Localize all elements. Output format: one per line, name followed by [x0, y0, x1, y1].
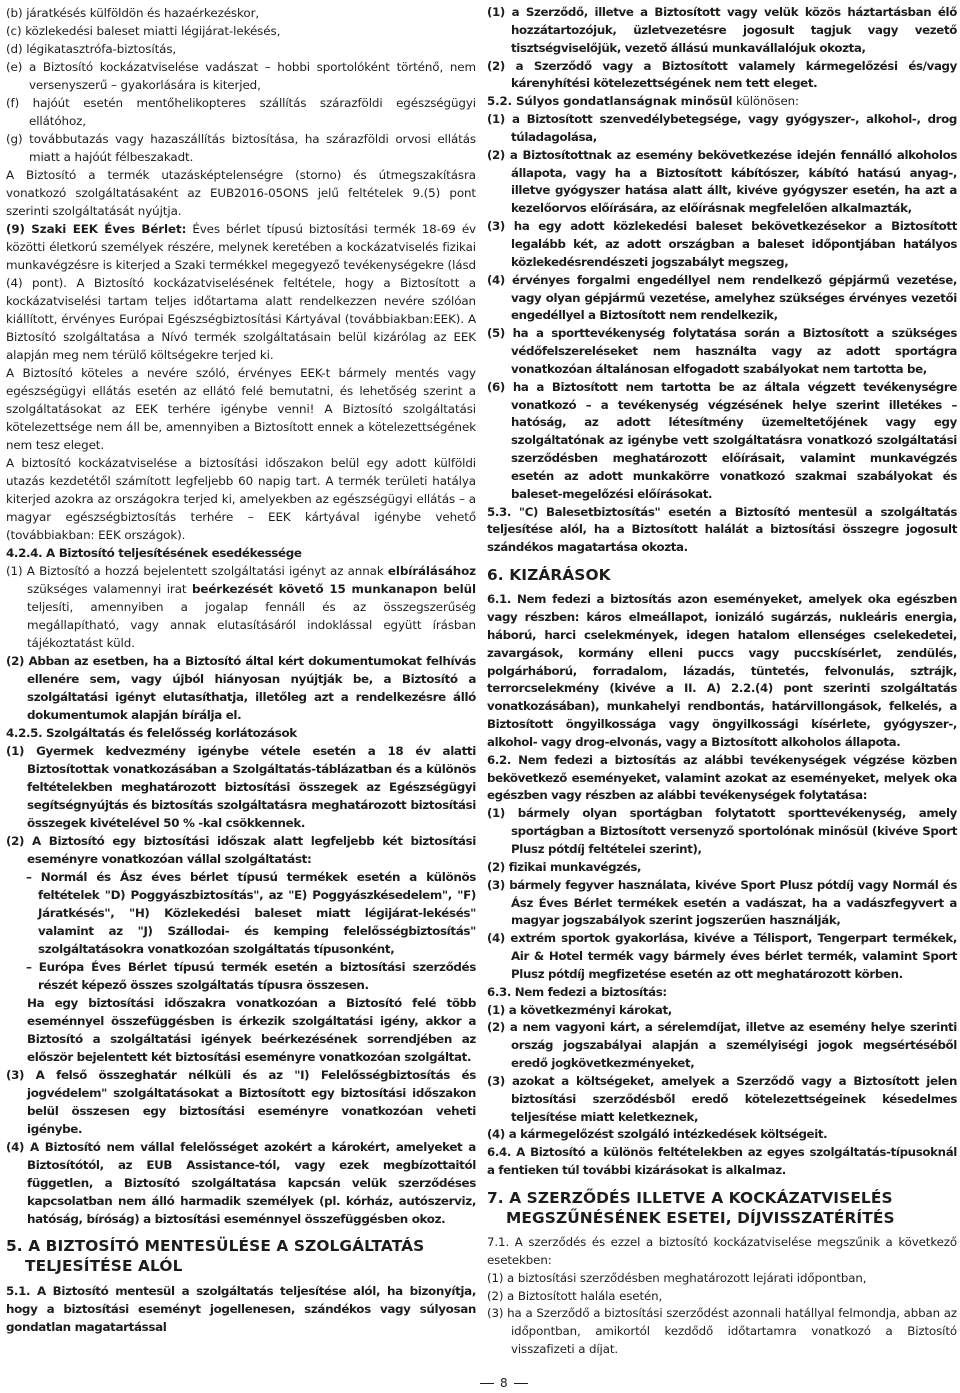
paragraph-5-1: 5.1. A Biztosító mentesül a szolgáltatás teljesítése alól, ha bizonyítja, hogy a biztosítási eseményt jogellenesen, szándékos vagy súlyosan gondatlan magatartással: [6, 1284, 476, 1334]
list-item-d: (d) légikatasztrófa-biztosítás,: [6, 42, 177, 56]
paragraph-6-3-4: (4) a kármegelőzést szolgáló intézkedések költségeit.: [487, 1127, 828, 1142]
p424-1-c: szükséges valamennyi irat: [27, 582, 192, 596]
paragraph-6-2-3: (3) bármely fegyver használata, kivéve Sport Plusz pótdíj vagy Normál és Ász Éves Bérlet termékek esetén a vadászat, ha a vadászfegyvert a magyar jogszabályok szerint jogszerűen használják,: [487, 877, 957, 928]
szaki-eek-label: (9) Szaki EEK Éves Bérlet:: [6, 222, 187, 236]
szaki-eek-text: Éves bérlet típusú biztosítási termék 18-69 év közötti életkorú személyek részére, melynek keretében a kockázatviselés fizikai munkavégzésre is kiterjed a Szaki termékkel megegyező tevékenységekre (lásd (4) pont). A Biztosító kockázatviselésének feltétele, hogy a Biztosított a kockázatviselési tartam teljes időtartama alatt rendelkezzen nevére szólóan kiállított, érvényes Európai Egészségbiztosítási Kártyával (továbbiakban:EEK). A Biztosító szolgáltatása a Nívó termék szolgáltatásain belül kizárólag az EEK alapján meg nem térülő költségekre terjed ki.: [6, 222, 476, 362]
paragraph-r2: (2) a Szerződő vagy a Biztosított valamely kármegelőzési és/vagy kárenyhítési kötelezettségének nem tett eleget.: [487, 58, 957, 91]
paragraph-5-2-2: (2) a Biztosítottnak az esemény bekövetkezése idején fennálló alkoholos állapota, vagy ha a Biztosított kábítószer, kábító hatású anyag-, illetve gyógyszer hatása alatt állt, kivéve gyógyszer esetén, ha azt a kezelőorvos előírására, az előírásnak megfelelően alkalmazták,: [487, 147, 957, 216]
p424-1-a: (1) A Biztosító a hozzá bejelentett szolgáltatási igényt az annak: [6, 564, 388, 578]
paragraph-6-3-1: (1) a következményi károkat,: [487, 1002, 672, 1017]
section-heading-425: 4.2.5. Szolgáltatás és felelősség korlátozások: [6, 726, 297, 740]
paragraph-7-1-2: (2) a Biztosított halála esetén,: [487, 1288, 663, 1303]
paragraph-7-1-1: (1) a biztosítási szerződésben meghatározott lejárati időpontban,: [487, 1270, 867, 1285]
p424-1-b: elbírálásához: [387, 564, 476, 578]
paragraph-szaki-eek: [6, 220, 476, 364]
paragraph-6-2-4: (4) extrém sportok gyakorlása, kivéve a Télisport, Tengerpart termékek, Air & Hotel termék vagy bármely éves bérlet termék, valamint Sport Plusz pótdíj megfizetése esetén az ott meghatározott körben.: [487, 931, 957, 981]
paragraph-424-2: (2) Abban az esetben, ha a Biztosító által kért dokumentumokat felhívás ellenére sem, vagy újból hiányosan nyújtják be, a Biztosító a szolgáltatási igényt elutasíthatja, illetőleg azt a rendelkezésre álló dokumentumok alapján bírálja el.: [6, 654, 476, 722]
paragraph-425-3: (3) A felső összeghatár nélküli és az "I) Felelősségbiztosítás és jogvédelem" szolgáltatásokat a Biztosított egy biztosítási időszakon belül összesen egy biztosítási eseményre vonatkozóan veheti igénybe.: [6, 1068, 476, 1136]
list-item-f: (f) hajóút esetén mentőhelikopteres szállítás szárazföldi egészségügyi ellátóhoz,: [6, 96, 476, 128]
paragraph-6-1: 6.1. Nem fedezi a biztosítás azon eseményeket, amelyek oka egészben vagy részben: káros elmeállapot, ionizáló sugárzás, nukleáris energia, háború, harci cselekmények, idegen hatalom ellenséges cselekedetei, zavargások, kormány elleni puccs vagy puccskísérlet, zendülés, polgárháború, forradalom, lázadás, tüntetés, felvonulás, sztrájk, terrorcselekmény (kivéve a II. A) 2.2.(4) pont szerinti szolgáltatás vonatkozásában), munkahelyi rendbontás, határvillongások, felkelés, a Biztosított öngyilkossága vagy öngyilkossági kísérlete, gyógyszer-, alkohol- vagy drog-elvonás, vagy a Biztosított alkoholos állapota.: [487, 592, 957, 749]
list-item-g: (g) továbbutazás vagy hazaszállítás biztosítása, ha szárazföldi orvosi ellátás miatt a hajóút félbeszakadt.: [6, 132, 476, 164]
list-item-e: (e) a Biztosító kockázatviselése vadászat – hobbi sportolóként történő, nem versenyszerű – gyakorlására is kiterjed,: [6, 60, 476, 92]
paragraph-6-2-1: (1) bármely olyan sportágban folytatott sporttevékenység, amely sportágban a Biztosított versenyző sportolónak minősül (kivéve Sport Plusz pótdíj feltételei szerint),: [487, 806, 957, 856]
paragraph-7-1: 7.1. A szerződés és ezzel a biztosító kockázatviselése megszűnik a következő esetekben:: [487, 1235, 957, 1267]
paragraph-425-1: (1) Gyermek kedvezmény igénybe vétele esetén a 18 év alatti Biztosítottak vonatkozásában a Szolgáltatás-táblázatban és a különös feltételekben meghatározott biztosítási összegek az Egészségügyi segítségnyújtás és biztosítás szolgáltatásra meghatározott biztosítási összegek kivételével 50 % -kal csökkennek.: [6, 744, 476, 830]
left-column: [6, 4, 476, 1336]
section-heading-6: 6. KIZÁRÁSOK: [487, 566, 611, 585]
paragraph-5-2-1: (1) a Biztosított szenvedélybetegsége, vagy gyógyszer-, alkohol-, drog túladagolása,: [487, 112, 957, 144]
paragraph-storno: A Biztosító a termék utazásképtelenségre (storno) és útmegszakításra vonatkozó szolgáltatásaként az EUB2016-05ONS jelű feltételek 9.(5) pont szerinti szolgáltatását nyújtja.: [6, 168, 476, 218]
list-item-c: (c) közlekedési baleset miatti légijárat-lekésés,: [6, 24, 281, 38]
paragraph-6-3: 6.3. Nem fedezi a biztosítás:: [487, 984, 667, 999]
dash-item-1: – Normál és Ász éves bérlet típusú termékek esetén a különös feltételek "D) Poggyászbiztosítás", az "E) Poggyászkésedelem", "F) Járatkésés", "H) Közlekedési baleset miatt légijárat-lekésés" valamint az "J) Szállodai- és kemping felelősségbiztosítás" szolgáltatásokra vonatkozóan szolgáltatás típusonként,: [26, 870, 476, 956]
paragraph-6-2-2: (2) fizikai munkavégzés,: [487, 859, 642, 874]
list-block: [6, 4, 476, 166]
list-item-b: (b) járatkésés külföldön és hazaérkezéskor,: [6, 6, 260, 20]
paragraph-territory: A biztosító kockázatviselése a biztosítási időszakon belül egy adott külföldi utazás kezdetétől számított legfeljebb 60 napig tart. A termék területi hatálya kiterjed azokra az országokra terjed ki, amelyekben az egészségügyi ellátás – a magyar egészségbiztosítás terhére – EEK kártyával igénybe vehető (továbbiakban: EEK országok).: [6, 456, 476, 542]
p424-1-d: beérkezését követő 15 munkanapon belül: [191, 582, 476, 596]
paragraph-425-2b: Ha egy biztosítási időszakra vonatkozóan a Biztosító felé több eseménnyel összefüggésben is érkezik szolgáltatási igény, akkor a Biztosító a szolgáltatási igények beérkezésének sorrendjében az először bejelentett két biztosítási eseményre vonatkozóan szolgáltat.: [27, 996, 476, 1064]
section-heading-5: 5. A BIZTOSÍTÓ MENTESÜLÉSE A SZOLGÁLTATÁS TELJESÍTÉSE ALÓL: [6, 1237, 425, 1275]
dash-item-2: – Európa Éves Bérlet típusú termék esetén a biztosítási szerződés részét képező összes szolgáltatás típusra összesen.: [26, 960, 476, 992]
paragraph-5-2-4: (4) érvényes forgalmi engedéllyel nem rendelkező gépjármű vezetése, vagy olyan gépjármű vezetése, amelyhez szükséges érvényes vezetői engedéllyel a Biztosított nem rendelkezik,: [487, 272, 957, 323]
paragraph-eek-obligation: A Biztosító köteles a nevére szóló, érvényes EEK-t bármely mentés vagy egészségügyi ellátás esetén az ellátó felé bemutatni, és lehetőség szerint a szolgáltatásokat az EEK terhére igénybe venni! A Biztosító szolgáltatási kötelezettsége nem áll be, amennyiben a Biztosított ennek a kötelezettségének nem tesz eleget.: [6, 366, 476, 452]
paragraph-425-2: (2) A Biztosító egy biztosítási időszak alatt legfeljebb két biztosítási eseményre vonatkozóan vállal szolgáltatást:: [6, 834, 476, 866]
paragraph-6-2: 6.2. Nem fedezi a biztosítás az alábbi tevékenységek végzése közben bekövetkező eseményeket, valamint azokat az eseményeket, melyek oka egészben vagy részben az alábbi tevékenységek folytatása:: [487, 752, 957, 803]
section-heading-424: 4.2.4. A Biztosító teljesítésének esedékessége: [6, 546, 302, 560]
paragraph-6-4: 6.4. A Biztosító a különös feltételekben az egyes szolgáltatás-típusoknál a fentieken túl további kizárásokat is alkalmaz.: [487, 1145, 957, 1178]
paragraph-424-1: [6, 562, 476, 652]
r52-a: 5.2. Súlyos gondatlanságnak minősül: [487, 94, 733, 109]
paragraph-5-3: 5.3. "C) Balesetbiztosítás" esetén a Biztosító mentesül a szolgáltatás teljesítése alól, ha a Biztosított halálát a biztosítási összegre jogosult szándékos magatartása okozta.: [487, 504, 957, 555]
paragraph-5-2-3: (3) ha egy adott közlekedési baleset bekövetkezésekor a Biztosított legalább két, az adott országban a baleset időpontjában hatályos közlekedésrendészeti jogszabályt megszeg,: [487, 219, 957, 269]
paragraph-6-3-3: (3) azokat a költségeket, amelyek a Szerződő vagy a Biztosított jelen biztosítási szerződésből eredő kötelezettségeinek késedelmes teljesítése miatt keletkeznek,: [487, 1073, 957, 1124]
paragraph-5-2-6: (6) ha a Biztosított nem tartotta be az általa végzett tevékenységre vonatkozó – a tevékenység végzésének helye szerint illetékes – hatóság, az adott létesítmény üzemeltetőjének vagy egy szolgáltatónak az igénybe vett szolgáltatásra vonatkozó szolgáltatási szerződésben meghatározott előírásait, valamint munkavégzés esetén az adott munkakörre vonatkozó szakmai szabályokat és baleset-megelőzési előírásokat.: [487, 379, 957, 501]
r52-b: különösen:: [732, 94, 799, 109]
right-column: [487, 4, 957, 1359]
page-number: 8: [474, 1376, 534, 1390]
paragraph-5-2-5: (5) ha a sporttevékenység folytatása során a Biztosított a szükséges védőfelszereléseket nem használta vagy az adott sportágra vonatkozóan általánosan elfogadott szabályokat nem tartotta be,: [487, 326, 957, 376]
paragraph-5-2: [487, 93, 957, 111]
section-heading-7: 7. A SZERZŐDÉS ILLETVE A KOCKÁZATVISELÉS MEGSZŰNÉSÉNEK ESETEI, DÍJVISSZATÉRÍTÉS: [487, 1189, 895, 1227]
paragraph-r1: (1) a Szerződő, illetve a Biztosított vagy velük közös háztartásban élő hozzátartozójuk, üzletvezetésre jogosult tagjuk vagy vezető tisztségviselőjük, vezető állású munkavállalójuk okozta,: [487, 5, 957, 55]
paragraph-7-1-3: (3) ha a Szerződő a biztosítási szerződést azonnali hatállyal felmondja, abban az időpontban, amikortól kezdődő időtartamra vonatkozó a Biztosító visszafizeti a díjat.: [487, 1306, 957, 1357]
paragraph-425-4: (4) A Biztosító nem vállal felelősséget azokért a károkért, amelyeket a Biztosítótól, az EUB Assistance-tól, vagy ezek megbízottaitól független, a Biztosító szolgáltatása kapcsán velük szerződéses kapcsolatban nem álló harmadik személyek (pl. kórház, autószerviz, hatóság, bíróság) a biztosítási eseménnyel összefüggésben okoz.: [6, 1140, 476, 1226]
p424-1-e: teljesíti, amennyiben a jogalap fennáll és az összegszerűség megállapítható, vagy annak elutasításáról indoklással együtt írásban tájékoztatást küld.: [27, 600, 476, 650]
paragraph-6-3-2: (2) a nem vagyoni kárt, a sérelemdíjat, illetve az esemény helye szerinti ország jogszabályai alapján a személyiségi jogok megsértéséből eredő jogkövetkezményeket,: [487, 1020, 957, 1071]
